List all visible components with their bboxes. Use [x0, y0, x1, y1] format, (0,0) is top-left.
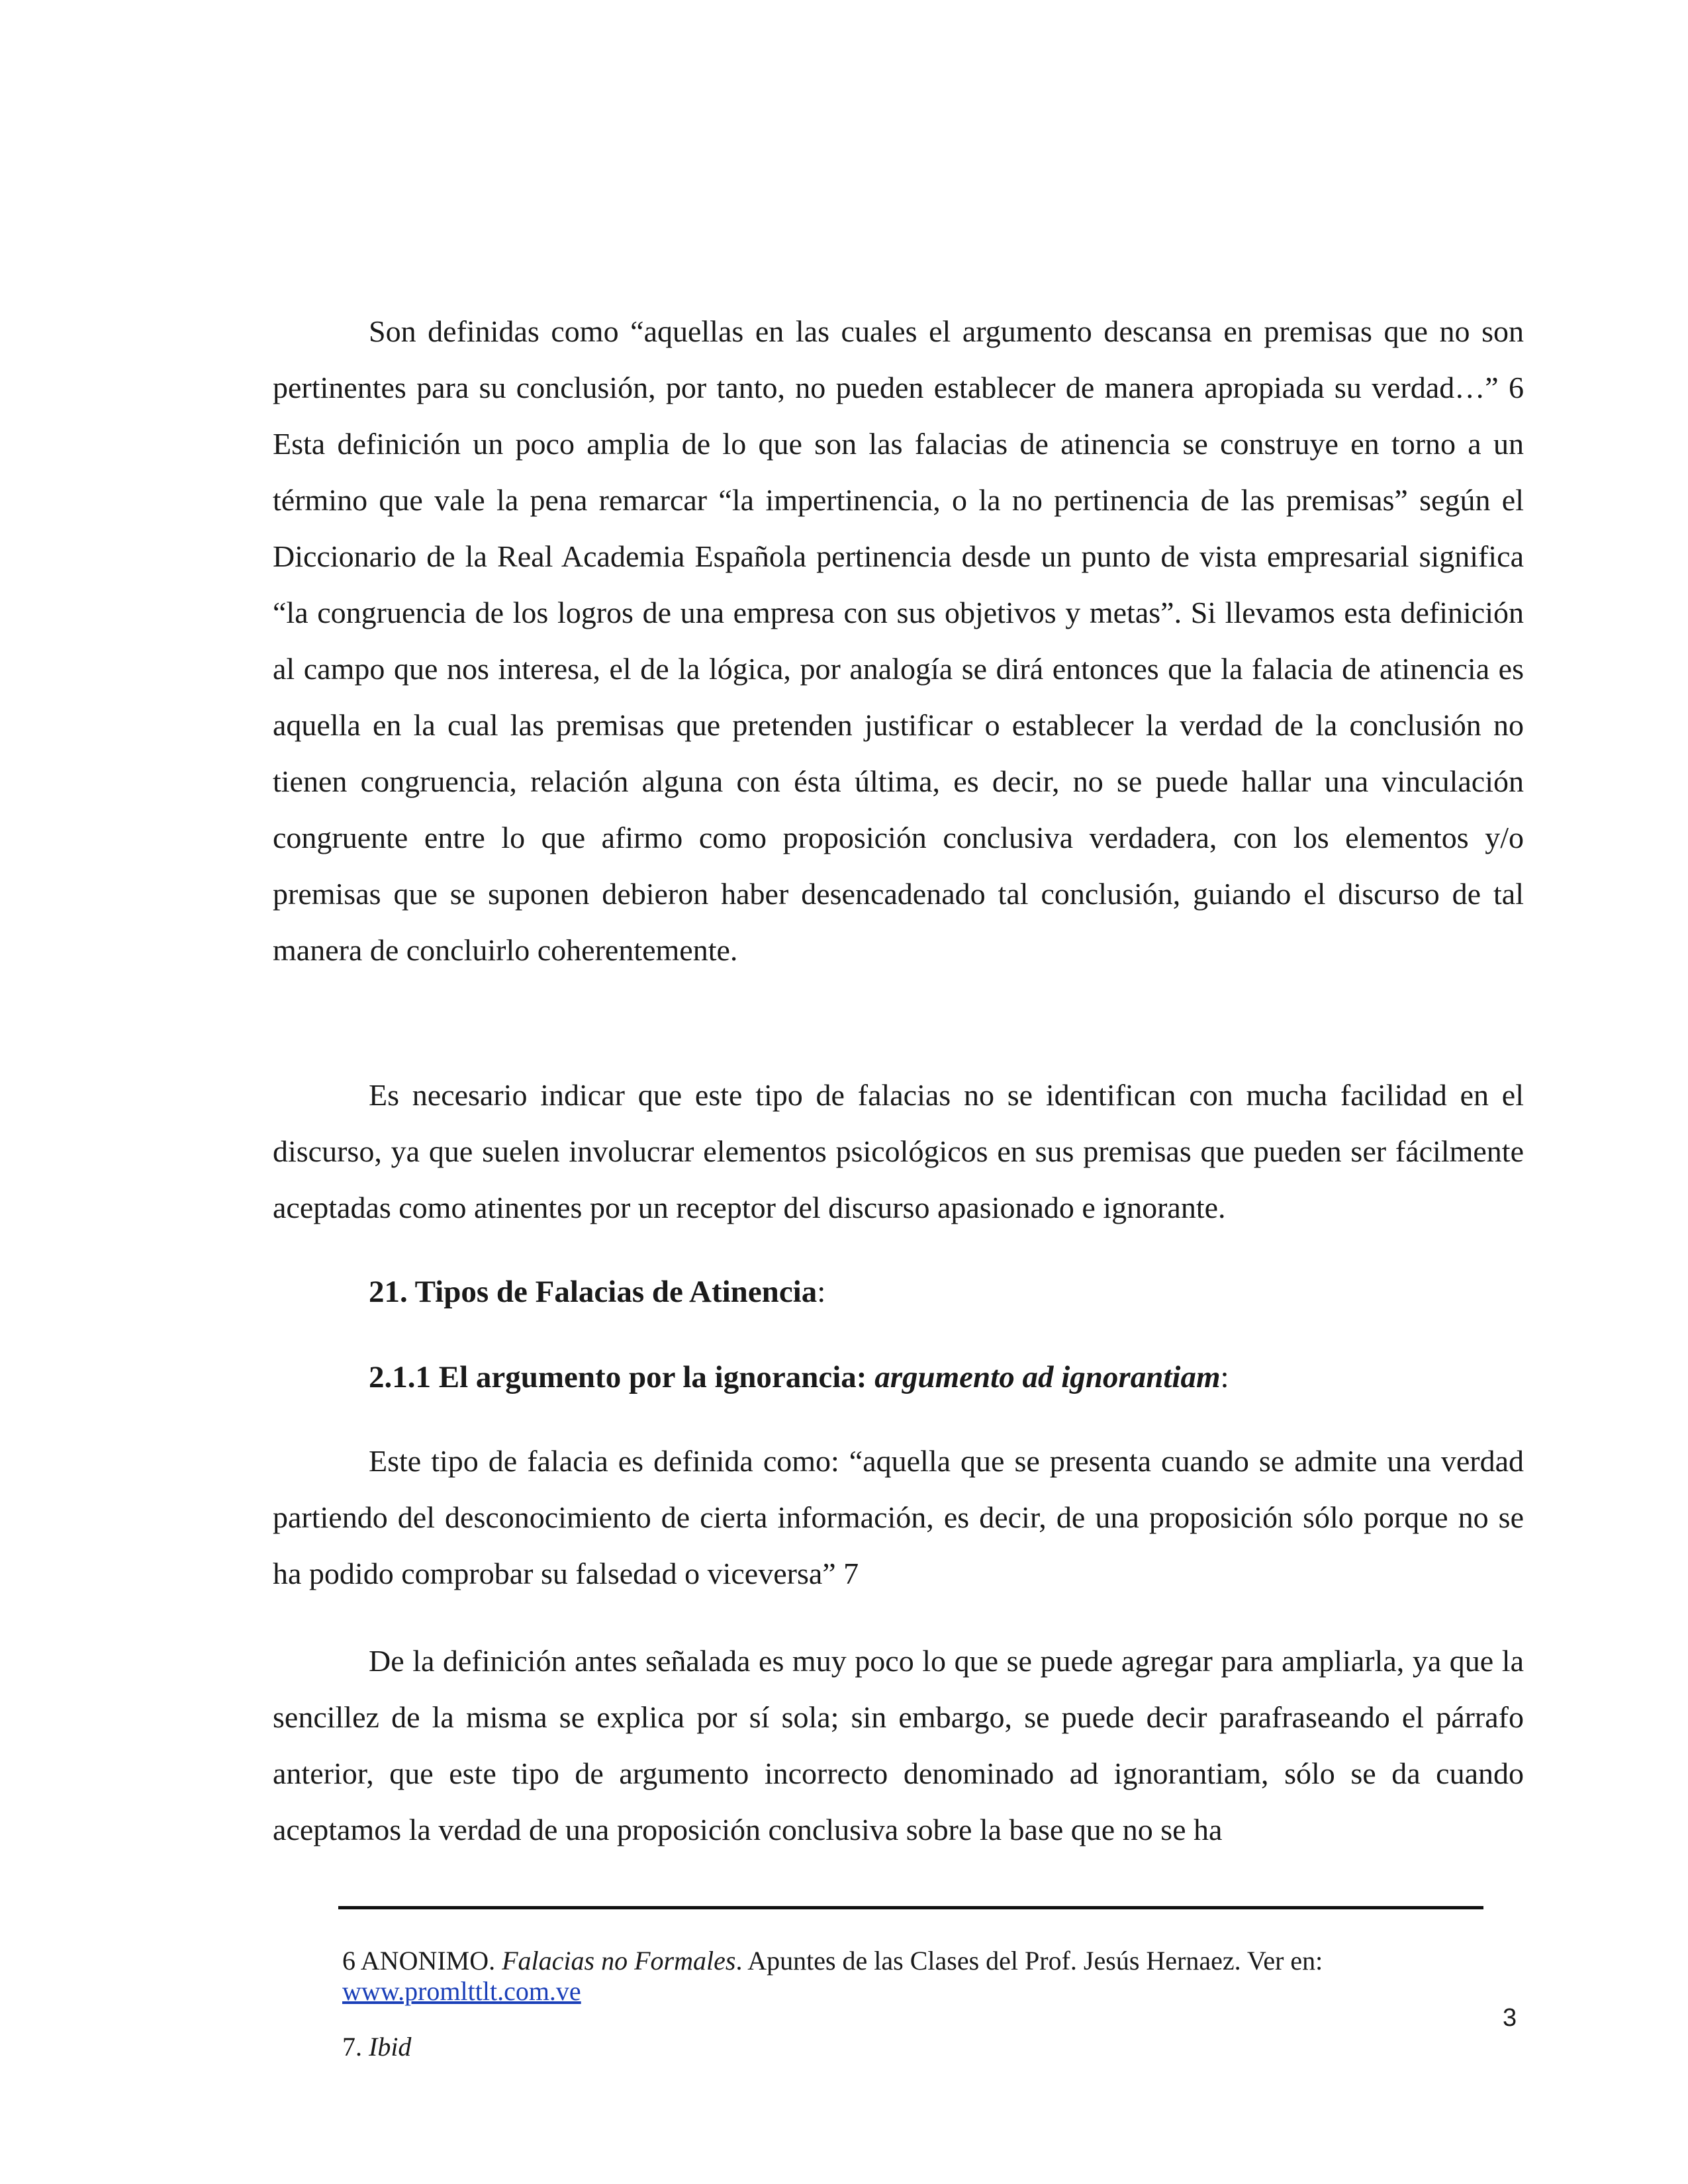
paragraph-identification: [273, 1067, 1524, 1236]
subsection-heading-text: 2.1.1 El argumento por la ignorancia:: [369, 1360, 875, 1394]
subsection-heading: [369, 1349, 1229, 1406]
footnote-separator: [338, 1906, 1483, 1909]
paragraph-text: Es necesario indicar que este tipo de falacias no se identifican con mucha facilidad en el discurso, ya que suelen involucrar elementos psicológicos en sus premisas que pueden ser fácilmente aceptadas como atinentes por un receptor del discurso apasionado e ignorante.: [273, 1078, 1524, 1224]
footnote-text: Ibid: [369, 2032, 412, 2062]
footnote-7: [342, 2032, 1468, 2062]
paragraph-definition: [273, 303, 1524, 978]
page-number: 3: [1503, 2004, 1517, 2032]
section-heading: [369, 1264, 825, 1320]
subsection-heading-italic: argumento ad ignorantiam: [874, 1360, 1221, 1394]
paragraph-ad-ignorantiam-definition: [273, 1433, 1524, 1602]
footnote-number: 7.: [342, 2032, 362, 2062]
footnote-author: ANONIMO.: [360, 1946, 496, 1976]
footnote-number: 6: [342, 1946, 355, 1976]
footnote-link[interactable]: www.promlttlt.com.ve: [342, 1976, 581, 2006]
paragraph-text: Este tipo de falacia es definida como: “aquella que se presenta cuando se admite una verdad partiendo del desconocimiento de cierta información, es decir, de una proposición sólo porque no se ha podido comprobar su falsedad o viceversa” 7: [273, 1444, 1524, 1590]
paragraph-ad-ignorantiam-explanation: [273, 1633, 1524, 1858]
footnote-title: Falacias no Formales: [502, 1946, 736, 1976]
footnote-rest: . Apuntes de las Clases del Prof. Jesús Hernaez. Ver en:: [735, 1946, 1323, 1976]
section-heading-text: 21. Tipos de Falacias de Atinencia: [369, 1275, 818, 1309]
section-heading-colon: :: [817, 1275, 826, 1309]
subsection-heading-colon: :: [1220, 1360, 1229, 1394]
paragraph-text: Son definidas como “aquellas en las cuales el argumento descansa en premisas que no son pertinentes para su conclusión, por tanto, no pueden establecer de manera apropiada su verdad…” 6 Esta definición un poco amplia de lo que son las falacias de atinencia se construye en torno a un término que vale la pena remarcar “la impertinencia, o la no pertinencia de las premisas” según el Diccionario de la Real Academia Española pertinencia desde un punto de vista empresarial significa “la congruencia de los logros de una empresa con sus objetivos y metas”. Si llevamos esta definición al campo que nos interesa, el de la lógica, por analogía se dirá entonces que la falacia de atinencia es aquella en la cual las premisas que pretenden justificar o establecer la verdad de la conclusión no tienen congruencia, relación alguna con ésta última, es decir, no se puede hallar una vinculación congruente entre lo que afirmo como proposición conclusiva verdadera, con los elementos y/o premisas que se suponen debieron haber desencadenado tal conclusión, guiando el discurso de tal manera de concluirlo coherentemente.: [273, 314, 1524, 967]
footnote-6: [342, 1946, 1468, 2007]
paragraph-text: De la definición antes señalada es muy poco lo que se puede agregar para ampliarla, ya que la sencillez de la misma se explica por sí sola; sin embargo, se puede decir parafraseando el párrafo anterior, que este tipo de argumento incorrecto denominado ad ignorantiam, sólo se da cuando aceptamos la verdad de una proposición conclusiva sobre la base que no se ha: [273, 1644, 1524, 1846]
